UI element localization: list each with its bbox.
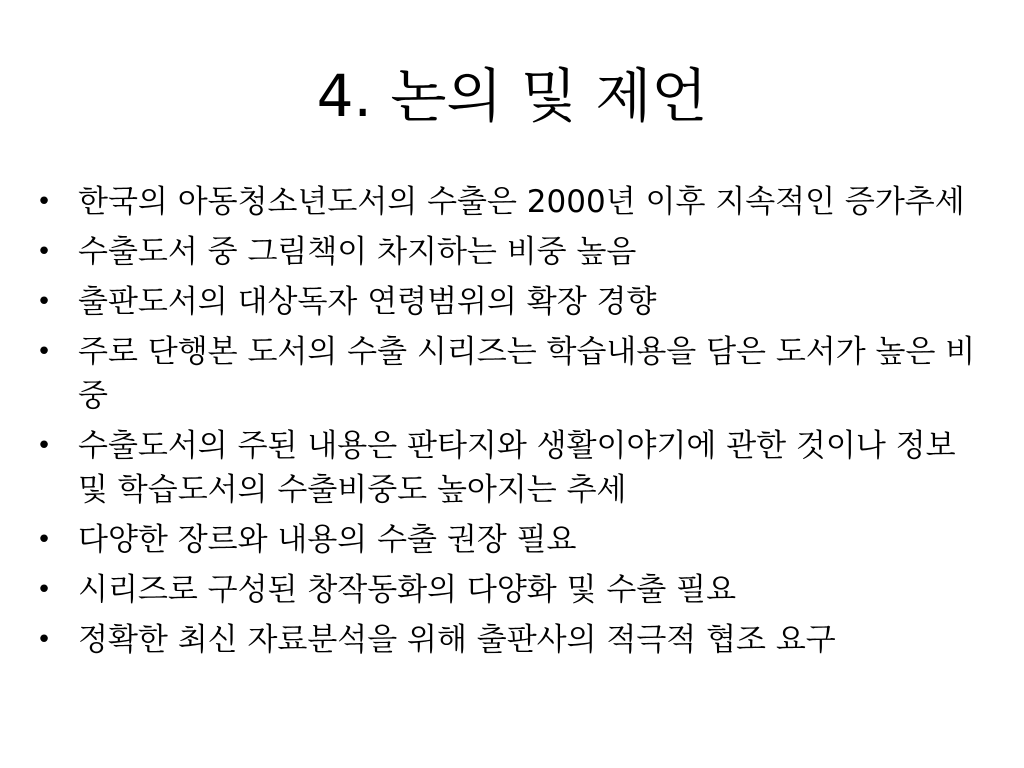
bullet-dot-icon: • xyxy=(36,287,52,317)
bullet-dot-icon: • xyxy=(36,187,52,217)
bullet-text: 수출도서의 주된 내용은 판타지와 생활이야기에 관한 것이나 정보 및 학습도서의 수출비중도 높아지는 추세 xyxy=(78,428,956,508)
bullet-list xyxy=(34,180,984,668)
list-item xyxy=(34,180,984,224)
list-item xyxy=(34,618,984,662)
bullet-text: 다양한 장르와 내용의 수출 권장 필요 xyxy=(78,522,577,558)
bullet-text: 한국의 아동청소년도서의 수출은 2000년 이후 지속적인 증가추세 xyxy=(78,184,965,220)
bullet-dot-icon: • xyxy=(36,337,52,367)
bullet-dot-icon: • xyxy=(36,431,52,461)
bullet-dot-icon: • xyxy=(36,525,52,555)
list-item xyxy=(34,424,984,512)
slide-title: 4. 논의 및 제언 xyxy=(316,62,708,130)
bullet-dot-icon: • xyxy=(36,625,52,655)
list-item xyxy=(34,280,984,324)
list-item xyxy=(34,568,984,612)
list-item xyxy=(34,230,984,274)
bullet-text: 주로 단행본 도서의 수출 시리즈는 학습내용을 담은 도서가 높은 비중 xyxy=(78,334,976,414)
bullet-text: 수출도서 중 그림책이 차지하는 비중 높음 xyxy=(78,234,637,270)
bullet-text: 정확한 최신 자료분석을 위해 출판사의 적극적 협조 요구 xyxy=(78,622,836,658)
list-item xyxy=(34,518,984,562)
list-item xyxy=(34,330,984,418)
bullet-dot-icon: • xyxy=(36,237,52,267)
bullet-dot-icon: • xyxy=(36,575,52,605)
bullet-text: 출판도서의 대상독자 연령범위의 확장 경향 xyxy=(78,284,657,320)
bullet-text: 시리즈로 구성된 창작동화의 다양화 및 수출 필요 xyxy=(78,572,737,608)
